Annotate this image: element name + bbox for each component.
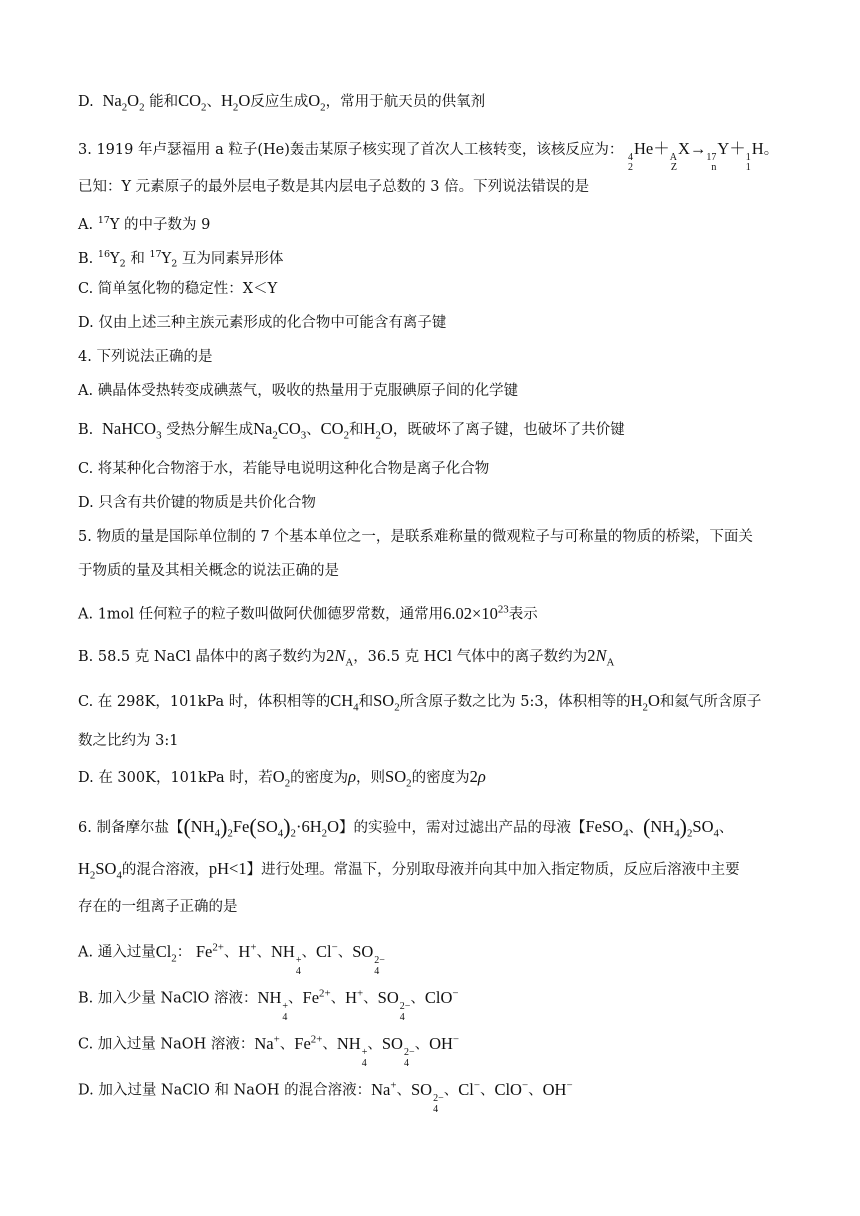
q4-option-a: A. 碘晶体受热转变成碘蒸气，吸收的热量用于克服碘原子间的化学键	[78, 383, 519, 399]
q5-option-c-line1: C. 在 298K，101kPa 时，体积相等的$CH_4$和$SO_2$所含原子数之比为 5:3，体积相等的$H_2O$和氦气所含原子	[78, 691, 762, 714]
q4-option-b: B. NaHCO$_3$ 受热分解生成$Na_2CO_3$、$CO_2$和$H_2O$，既破坏了离子键，也破坏了共价键	[78, 419, 625, 442]
q6-option-c: C. 加入过量 NaOH 溶液：Na+、$Fe^{2+}$、NH + 4 、SO 2− 4 、OH−	[78, 1033, 460, 1069]
q5-option-a: A. 1mol 任何粒子的粒子数叫做阿伏伽德罗常数，通常用$6.02\times 10^{23}$表示	[78, 603, 538, 623]
q6-stem-line1: 6. 制备摩尔盐【$(NH_4)_2Fe(SO_4)_2\cdot 6H_2O$】的实验中，需对过滤出产品的母液【FeSO$_4$、$(NH_4)_2SO_4$、	[78, 814, 734, 840]
formula-mohr-salt: $(NH_4)_2Fe(SO_4)_2\cdot 6H_2O$	[183, 814, 339, 840]
formula-na2o2: $Na_2O_2$	[98, 91, 145, 114]
q6-option-b: B. 加入少量 NaClO 溶液：NH + 4 、$Fe^{2+}$、H+、SO 2− 4 、ClO−	[78, 987, 459, 1023]
q3-option-a: A. $^{17}$Y 的中子数为 9	[78, 215, 211, 233]
q6-option-a: A. 通入过量$Cl_2$： $Fe^{2+}$、H+、NH + 4 、Cl−、SO 2− 4	[78, 941, 385, 977]
q3-option-d: D. 仅由上述三种主族元素形成的化合物中可能含有离子键	[78, 315, 447, 331]
q6-option-d: D. 加入过量 NaClO 和 NaOH 的混合溶液：Na+、SO 2− 4 、Cl−、ClO−、OH−	[78, 1079, 573, 1115]
q5-option-d: D. 在 300K，101kPa 时，若$O_2$的密度为ρ，则$SO_2$的密度为2ρ	[78, 767, 486, 790]
q3-stem-line1: 3. 1919 年卢瑟福用 a 粒子(He)轰击某原子核实现了首次人工核转变，该核反应为： 4 2 He＋ A Z X→ 17 n Y＋ 1 1 H。	[78, 139, 779, 173]
q3-stem-line2: 已知：Y 元素原子的最外层电子数是其内层电子总数的 3 倍。下列说法错误的是	[78, 179, 590, 195]
q6-stem-line2: $H_2SO_4$的混合溶液，pH<1】进行处理。常温下，分别取母液并向其中加入指定物质，反应后溶液中主要	[78, 859, 740, 882]
q5-stem-line2: 于物质的量及其相关概念的说法正确的是	[78, 563, 339, 579]
q3-option-b: B. $^{16}Y_2$ 和 $^{17}Y_2$ 互为同素异形体	[78, 249, 284, 270]
q3-option-c: C. 简单氢化物的稳定性：X＜Y	[78, 281, 278, 297]
q4-option-d: D. 只含有共价键的物质是共价化合物	[78, 495, 316, 511]
q5-option-b: B. 58.5 克 NaCl 晶体中的离子数约为$2N_A$，36.5 克 HCl 气体中的离子数约为$2N_A$	[78, 646, 615, 669]
q6-stem-line3: 存在的一组离子正确的是	[78, 899, 238, 915]
q5-option-c-line2: 数之比约为 3:1	[78, 733, 179, 749]
q5-stem-line1: 5. 物质的量是国际单位制的 7 个基本单位之一，是联系难称量的微观粒子与可称量的物质的桥梁，下面关	[78, 529, 753, 545]
q4-stem: 4. 下列说法正确的是	[78, 349, 213, 365]
q4-option-c: C. 将某种化合物溶于水，若能导电说明这种化合物是离子化合物	[78, 461, 490, 477]
nuclear-equation: 4 2 He＋ A Z X→ 17 n Y＋ 1 1 H	[627, 139, 764, 173]
q2-option-d: D. $Na_2O_2$ 能和$CO_2$、$H_2O$反应生成$O_2$，常用于航天员的供氧剂	[78, 91, 486, 114]
